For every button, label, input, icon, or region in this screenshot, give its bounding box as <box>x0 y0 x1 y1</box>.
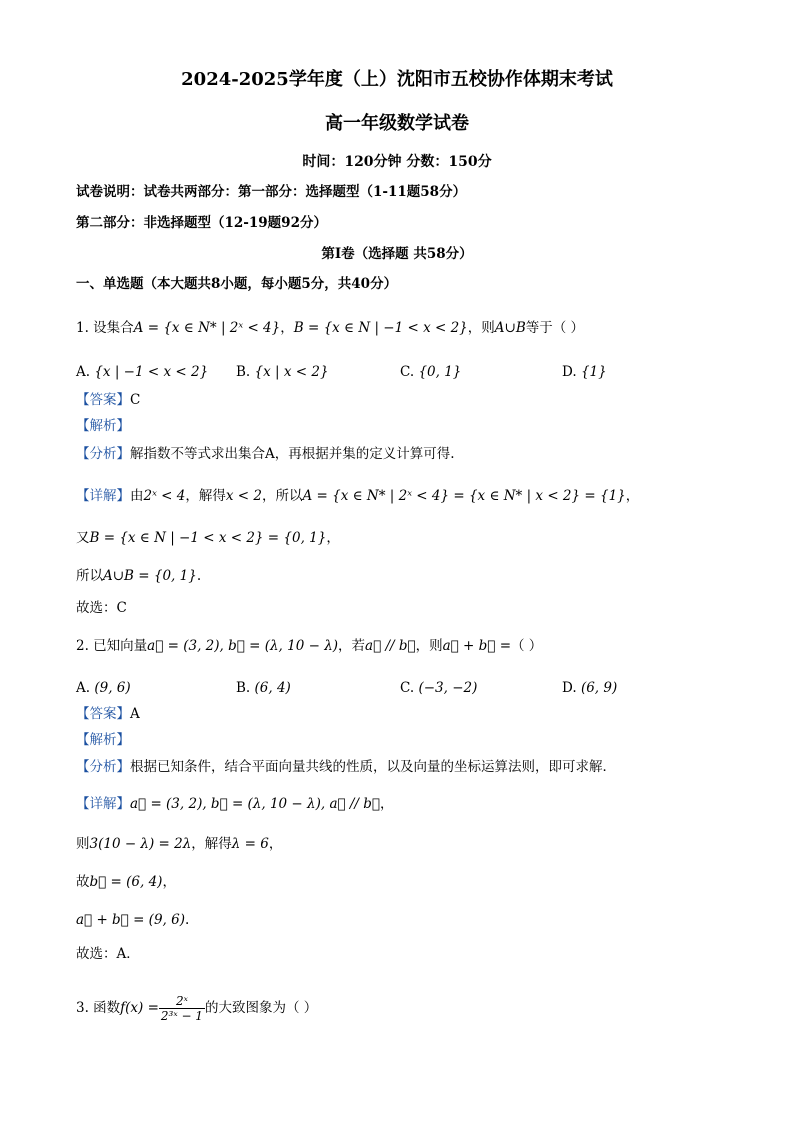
q1-option-a <box>76 362 208 382</box>
option-value: {0, 1} <box>418 364 462 380</box>
answer-tag: 【答案】 <box>76 392 130 408</box>
answer-value: C <box>130 392 141 408</box>
q3-fraction <box>159 994 205 1023</box>
math: x < 2 <box>225 488 262 504</box>
option-label: A. <box>76 364 91 380</box>
q2-answer <box>76 704 140 724</box>
q3-prefix: 3. 函数 <box>76 1000 121 1016</box>
option-label: B. <box>236 364 251 380</box>
option-value: {x | −1 < x < 2} <box>94 364 209 380</box>
option-value: {x | x < 2} <box>254 364 329 380</box>
math: a⃗ + b⃗ = (9, 6) <box>76 912 185 928</box>
q2-detail-4 <box>76 910 189 930</box>
text: . <box>196 568 202 584</box>
q2-vectors: a⃗ = (3, 2), b⃗ = (λ, 10 − λ) <box>147 638 339 654</box>
section-one-heading: 一、单选题（本大题共8小题，每小题5分，共40分） <box>76 276 398 292</box>
question-3-stem <box>76 990 317 1026</box>
q1-option-c <box>400 362 461 382</box>
text: ，所以 <box>261 488 303 504</box>
option-value: (−3, −2) <box>418 680 478 696</box>
fraction-numerator: 2ˣ <box>159 994 205 1009</box>
option-label: C. <box>400 364 415 380</box>
q2-option-d <box>562 678 617 698</box>
q2-detail-2 <box>76 834 282 854</box>
q1-mid: ，则 <box>467 320 495 336</box>
answer-tag: 【答案】 <box>76 706 130 722</box>
text: ， <box>162 874 176 890</box>
q2-analysis-tag: 【解析】 <box>76 732 130 748</box>
fenxi-text: 根据已知条件，结合平面向量共线的性质，以及向量的坐标运算法则，即可求解． <box>130 759 616 775</box>
time-score: 时间：120分钟 分数：150分 <box>302 154 492 170</box>
q1-option-d <box>562 362 607 382</box>
fraction-denominator: 2³ˣ − 1 <box>160 1009 203 1023</box>
q1-prefix: 1. 设集合 <box>76 320 134 336</box>
answer-value: A <box>130 706 140 722</box>
text: ， <box>326 530 340 546</box>
detail-tag: 【详解】 <box>76 796 130 812</box>
q2-option-b <box>236 678 291 698</box>
q2-fenxi <box>76 757 616 777</box>
math: A = {x ∈ N* | 2ˣ < 4} = {x ∈ N* | x < 2} = {1} <box>302 488 626 504</box>
q1-detail-2 <box>76 528 340 548</box>
fenxi-text: 解指数不等式求出集合A，再根据并集的定义计算可得. <box>130 446 455 462</box>
q1-fenxi <box>76 444 455 464</box>
fenxi-tag: 【分析】 <box>76 759 130 775</box>
text: ， <box>268 836 283 852</box>
option-label: D. <box>562 680 577 696</box>
q1-answer <box>76 390 140 410</box>
option-value: (9, 6) <box>94 680 131 696</box>
text: 故 <box>76 874 90 890</box>
math: A∪B = {0, 1} <box>103 568 197 584</box>
option-value: {1} <box>580 364 607 380</box>
option-value: (6, 4) <box>254 680 291 696</box>
math: B = {x ∈ N | −1 < x < 2} = {0, 1} <box>89 530 327 546</box>
q1-option-b <box>236 362 329 382</box>
math: λ = 6 <box>231 836 269 852</box>
paper-note-2: 第二部分：非选择题型（12-19题92分） <box>76 215 327 231</box>
part-one-heading: 第Ⅰ卷（选择题 共58分） <box>321 246 473 262</box>
exam-subtitle: 高一年级数学试卷 <box>325 113 469 134</box>
q1-sep: ， <box>280 320 294 336</box>
math: 3(10 − λ) = 2λ <box>89 836 192 852</box>
q2-mid2: ，则 <box>415 638 443 654</box>
q2-sum: a⃗ + b⃗ = <box>442 638 511 654</box>
option-label: C. <box>400 680 415 696</box>
math: a⃗ = (3, 2), b⃗ = (λ, 10 − λ), a⃗ // b⃗ <box>130 796 381 812</box>
text: 由 <box>130 488 144 504</box>
q1-detail-3 <box>76 566 201 586</box>
q2-suffix: （ ） <box>511 638 543 654</box>
text: ，解得 <box>185 488 226 504</box>
option-label: A. <box>76 680 91 696</box>
question-1-stem <box>76 318 584 338</box>
q2-option-a <box>76 678 131 698</box>
text: ， <box>625 488 640 504</box>
q1-analysis-tag: 【解析】 <box>76 418 130 434</box>
detail-tag: 【详解】 <box>76 488 130 504</box>
text: ，解得 <box>191 836 232 852</box>
fenxi-tag: 【分析】 <box>76 446 130 462</box>
q2-mid: ，若 <box>338 638 366 654</box>
q1-choose: 故选：C <box>76 600 127 616</box>
exam-title: 2024-2025学年度（上）沈阳市五校协作体期末考试 <box>181 69 613 90</box>
option-value: (6, 9) <box>580 680 618 696</box>
q1-detail-1 <box>76 486 639 506</box>
q2-detail-1 <box>76 794 394 814</box>
math: b⃗ = (6, 4) <box>89 874 163 890</box>
text: . <box>184 912 190 928</box>
q2-option-c <box>400 678 477 698</box>
question-2-stem <box>76 636 542 656</box>
q1-suffix: 等于（ ） <box>525 320 585 336</box>
option-label: D. <box>562 364 577 380</box>
q1-union: A∪B <box>494 320 526 336</box>
paper-note-1: 试卷说明：试卷共两部分：第一部分：选择题型（1-11题58分） <box>76 184 467 200</box>
q3-suffix: 的大致图象为（ ） <box>204 1000 318 1016</box>
q2-choose: 故选：A． <box>76 946 140 962</box>
q2-detail-3 <box>76 872 176 892</box>
text: ， <box>380 796 394 812</box>
q3-func-lhs: f(x) = <box>120 1000 159 1016</box>
text: 又 <box>76 530 90 546</box>
q2-parallel: a⃗ // b⃗ <box>365 638 416 654</box>
q2-prefix: 2. 已知向量 <box>76 638 148 654</box>
text: 所以 <box>76 568 103 584</box>
option-label: B. <box>236 680 251 696</box>
math: 2ˣ < 4 <box>143 488 186 504</box>
text: 则 <box>76 836 90 852</box>
q1-set-b: B = {x ∈ N | −1 < x < 2} <box>293 320 468 336</box>
q1-set-a: A = {x ∈ N* | 2ˣ < 4} <box>133 320 281 336</box>
